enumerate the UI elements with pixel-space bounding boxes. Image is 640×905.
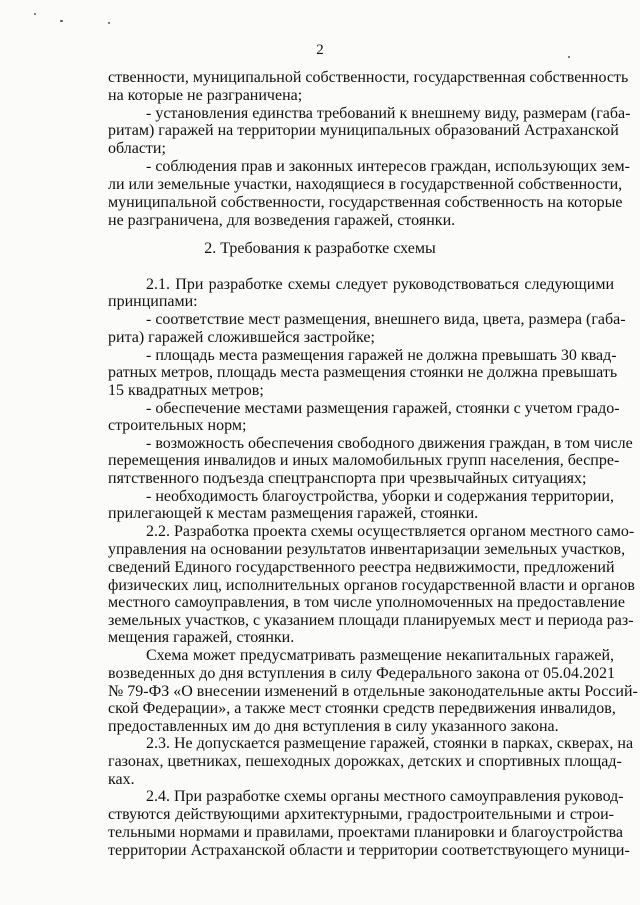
text-line: физических лиц, исполнительных органов государственной власти и органов [108, 577, 635, 594]
text-line: - обеспечение местами размещения гаражей, стоянки с учетом градо- [146, 400, 620, 417]
text-line: не разграничена, для возведения гаражей, стоянки. [108, 212, 456, 229]
text-line: пятственного подъезда спецтранспорта при чрезвычайных ситуациях; [108, 470, 587, 487]
text-line: ли или земельные участки, находящиеся в государственной собственности, [108, 176, 623, 193]
text-line: ствуются действующими архитектурными, градостроительными и строи- [108, 806, 614, 823]
text-line: управления на основании результатов инвентаризации земельных участков, [108, 541, 626, 558]
text-line: 2.3. Не допускается размещение гаражей, стоянки в парках, скверах, на [146, 735, 634, 752]
text-line: Схема может предусматривать размещение некапитальных гаражей, [146, 647, 614, 664]
text-line: 2.1. При разработке схемы следует руководствоваться следующими [146, 276, 614, 293]
text-line: ской Федерации», а также мест стоянки средств передвижения инвалидов, [108, 700, 616, 717]
scan-speck [568, 56, 570, 58]
text-line: предоставленных им до дня вступления в силу указанного закона. [108, 718, 559, 735]
text-line: - площадь места размещения гаражей не должна превышать 30 квад- [146, 347, 617, 364]
text-line: ственности, муниципальной собственности, государственная собственность [108, 69, 629, 86]
text-line: строительных норм; [108, 417, 247, 434]
scan-speck [60, 20, 63, 22]
text-line: местного самоуправления, в том числе уполномоченных на предоставление [108, 594, 625, 611]
text-line: сведений Единого государственного реестра недвижимости, предложений [108, 559, 615, 576]
text-line: принципами: [108, 293, 198, 310]
text-line: рита) гаражей сложившейся застройке; [108, 329, 375, 346]
text-line: - соответствие мест размещения, внешнего вида, цвета, размера (габа- [146, 311, 626, 328]
text-line: ках. [108, 771, 135, 788]
text-line: возведенных до дня вступления в силу Федерального закона от 05.04.2021 [108, 665, 615, 682]
text-line: № 79-ФЗ «О внесении изменений в отдельные законодательные акты Россий- [108, 683, 638, 700]
text-line: перемещения инвалидов и иных маломобильных групп населения, беспре- [108, 452, 620, 469]
text-line: тельными нормами и правилами, проектами планировки и благоустройства [108, 824, 624, 841]
text-line: - соблюдения прав и законных интересов граждан, использующих зем- [146, 158, 630, 175]
text-line: земельных участков, с указанием площади планируемых мест и периода раз- [108, 612, 634, 629]
text-line: - возможность обеспечения свободного движения граждан, в том числе [146, 435, 633, 452]
text-line: 2.4. При разработке схемы органы местного самоуправления руковод- [146, 788, 624, 805]
text-line: ратных метров, площадь места размещения стоянки не должна превышать [108, 364, 618, 381]
scan-speck [34, 13, 36, 15]
scan-speck [108, 22, 110, 24]
text-line: 15 квадратных метров; [108, 382, 264, 399]
text-line: ритам) гаражей на территории муниципальных образований Астраханской [108, 122, 619, 139]
text-line: газонах, цветниках, пешеходных дорожках, детских и спортивных площад- [108, 753, 622, 770]
text-line: - установления единства требований к внешнему виду, размерам (габа- [146, 105, 631, 122]
text-line: 2.2. Разработка проекта схемы осуществляется органом местного само- [146, 523, 635, 540]
text-line: муниципальной собственности, государственная собственность на которые [108, 194, 623, 211]
text-line: территории Астраханской области и территории соответствующего муници- [108, 842, 630, 859]
text-line: области; [108, 140, 166, 157]
text-line: мещения гаражей, стоянки. [108, 629, 295, 646]
text-line: прилегающей к местам размещения гаражей, стоянки. [108, 505, 479, 522]
section-heading: 2. Требования к разработке схемы [204, 240, 436, 257]
text-line: - необходимость благоустройства, уборки и содержания территории, [146, 488, 614, 505]
page-number: 2 [316, 42, 324, 58]
text-line: на которые не разграничена; [108, 87, 303, 104]
